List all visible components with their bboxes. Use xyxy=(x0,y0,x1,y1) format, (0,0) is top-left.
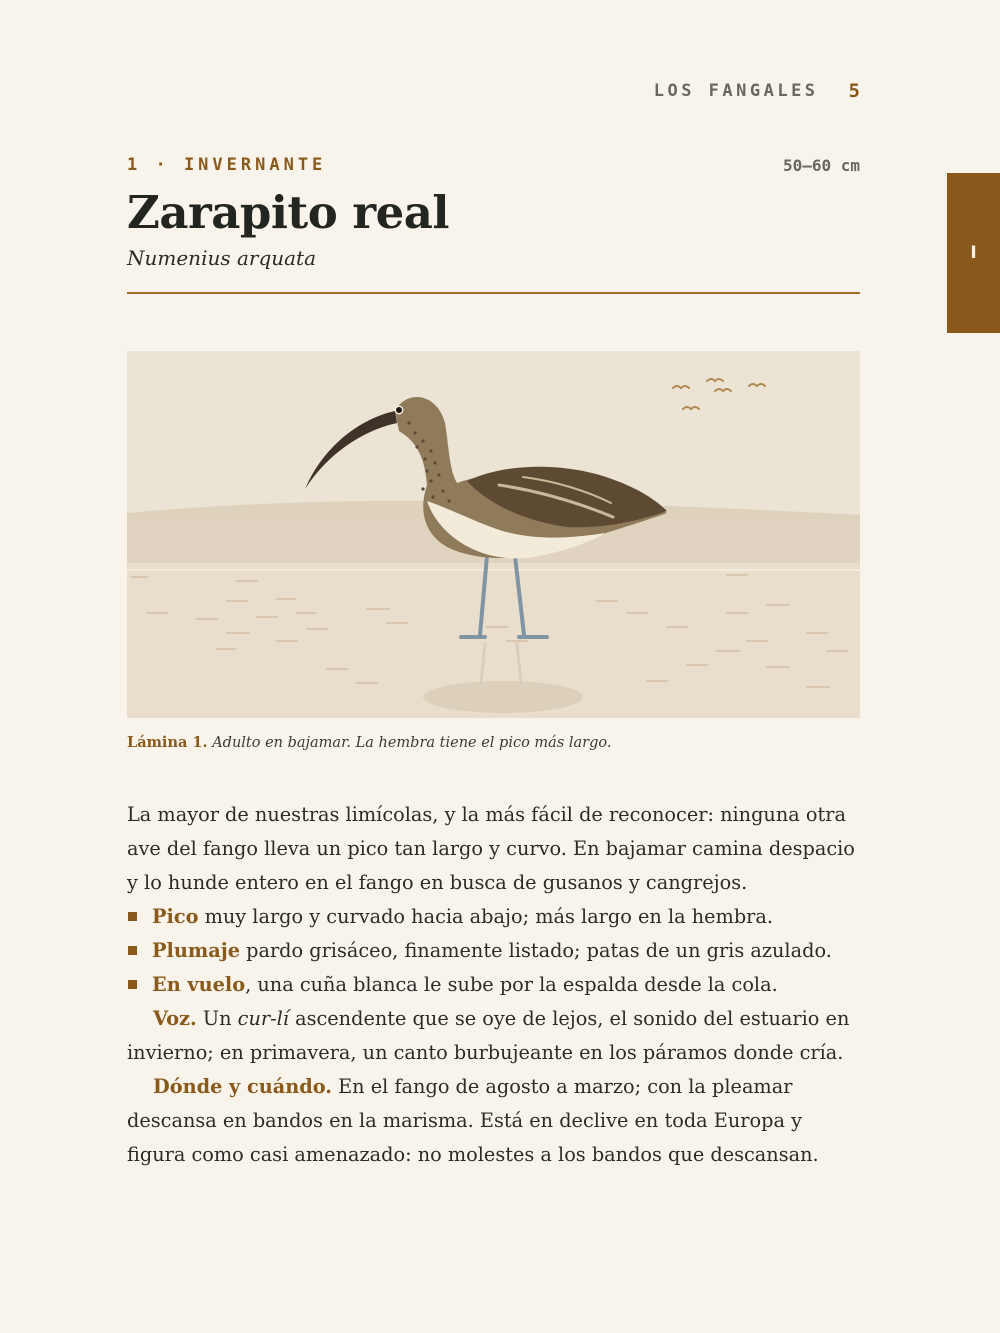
running-head-section: LOS FANGALES xyxy=(653,81,819,101)
curlew-illustration xyxy=(127,351,860,718)
field-mark-item xyxy=(127,934,860,968)
species-header xyxy=(127,152,860,270)
bird-shadow xyxy=(423,681,583,713)
voice-call: cur-lí xyxy=(237,1007,289,1030)
plate-caption xyxy=(127,734,860,751)
species-description xyxy=(127,798,860,1172)
voice-text-post: ascendente que se oye de lejos, el sonido del estuario en invierno; en primavera, un canto burbujeante en los páramos donde cría. xyxy=(127,1007,850,1064)
caption-text: Adulto en bajamar. La hembra tiene el pico más largo. xyxy=(212,735,612,751)
page-number: 5 xyxy=(848,80,860,102)
species-common-name: Zarapito real xyxy=(127,186,449,239)
header-divider xyxy=(127,292,860,294)
where-when-label: Dónde y cuándo. xyxy=(153,1075,332,1098)
field-mark-item xyxy=(127,900,860,934)
field-mark-item xyxy=(127,968,860,1002)
running-head xyxy=(654,80,860,102)
plate-illustration xyxy=(127,351,860,718)
where-when-paragraph xyxy=(127,1070,860,1172)
chapter-thumb-tab-label: I xyxy=(970,243,977,263)
species-scientific-name: Numenius arquata xyxy=(127,246,317,270)
species-number-label: 1 · INVERNANTE xyxy=(127,155,327,175)
species-meta-row xyxy=(127,152,860,178)
intro-paragraph: La mayor de nuestras limícolas, y la más fácil de reconocer: ninguna otra ave del fango lleva un pico tan largo y curvo. En bajamar camina despacio y lo hunde entero en el fango en busca de gusanos y cangrejos. xyxy=(127,803,855,894)
chapter-thumb-tab[interactable] xyxy=(947,173,1000,333)
species-size: 50–60 cm xyxy=(782,155,860,175)
voice-paragraph xyxy=(127,1002,860,1070)
voice-text-pre: Un xyxy=(196,1007,238,1030)
field-mark-text: muy largo y curvado hacia abajo; más largo en la hembra. xyxy=(198,905,774,928)
field-mark-text: , una cuña blanca le sube por la espalda desde la cola. xyxy=(245,973,778,996)
bird-eye xyxy=(396,407,402,413)
field-marks-list xyxy=(127,900,860,1002)
field-mark-text: pardo grisáceo, finamente listado; patas de un gris azulado. xyxy=(239,939,832,962)
field-mark-term: Pico xyxy=(152,905,199,928)
caption-label: Lámina 1. xyxy=(127,734,208,751)
voice-label: Voz. xyxy=(153,1007,197,1030)
where-when-text: En el fango de agosto a marzo; con la pleamar descansa en bandos en la marisma. Está en declive en toda Europa y figura como casi amenazado: no molestes a los bandos que descansan. xyxy=(127,1075,819,1166)
field-mark-term: Plumaje xyxy=(152,939,240,962)
field-mark-term: En vuelo xyxy=(152,973,246,996)
